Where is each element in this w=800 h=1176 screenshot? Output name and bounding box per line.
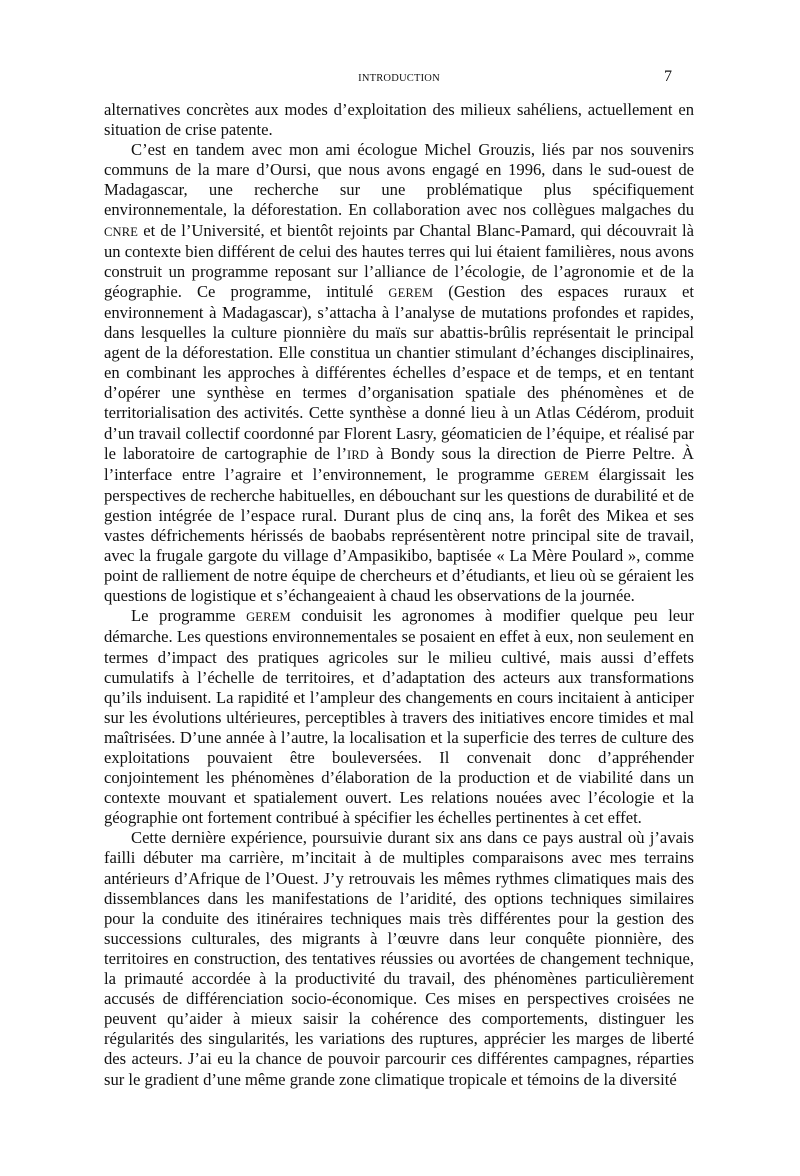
page-header (104, 60, 694, 100)
paragraph-madagascar-program (104, 140, 694, 606)
paragraph-agronomes (104, 606, 694, 828)
text-run: alternatives concrètes aux modes d’exploitation des milieux sahéliens, actuellement en situation de crise patente. (104, 100, 694, 140)
acronym-ird: IRD (347, 447, 370, 462)
acronym-cnre: CNRE (104, 224, 139, 239)
text-run: conduisit les agronomes à modifier quelque peu leur démarche. Les questions environnementales se posaient en effet à eux, non seulement en termes d’impact des pratiques agricoles sur le milieu cultivé, mais aussi d’effets cumulatifs à l’échelle de territoires, et d’adaptation des acteurs aux transformations qu’ils induisent. La rapidité et l’ampleur des changements en cours incitaient à anticiper sur les évolutions ultérieures, perceptibles à travers des initiatives encore timides et mal maîtrisées. D’une année à l’autre, la localisation et la superficie des terres de culture des exploitations pouvaient être bouleversées. Il convenait donc d’appréhender conjointement les phénomènes d’élaboration de la production et de viabilité dans un contexte mouvant et spatialement ouvert. Les relations nouées avec l’écologie et la géographie ont fortement contribué à spécifier les échelles pertinentes à cet effet. (104, 606, 694, 828)
text-run: C’est en tandem avec mon ami écologue Michel Grouzis, liés par nos souvenirs communs de la mare d’Oursi, que nous avons engagé en 1996, dans le sud-ouest de Madagascar, une recherche sur une problématique plus spécifiquement environnementale, la déforestation. En collaboration avec nos collègues malgaches du (104, 140, 694, 220)
paragraph-continued (104, 100, 694, 140)
text-run: à Bondy sous la direction de Pierre Peltre. À l’interface entre l’agraire et l’environnement, le programme (104, 443, 695, 484)
text-run: Cette dernière expérience, poursuivie durant six ans dans ce pays austral où j’avais failli débuter ma carrière, m’incitait à de multiples comparaisons avec mes terrains antérieurs d’Afrique de l’Ouest. J’y retrouvais les mêmes rythmes climatiques mais des dissemblances dans les manifestations de l’aridité, des options techniques similaires pour la conduite des itinéraires techniques mais très différentes pour la gestion des successions culturales, des migrants à l’œuvre dans leur conquête pionnière, des territoires en construction, des tentatives réussies ou avortées de changement technique, la primauté accordée à la productivité du travail, des phénomènes particulièrement accusés de différenciation socio-économique. Ces mises en perspectives croisées ne peuvent qu’aider à mieux saisir la cohérence des comportements, distinguer les régularités des singularités, les variations des ruptures, apprécier les marges de liberté des acteurs. J’ai eu la chance de pouvoir parcourir ces différentes campagnes, réparties sur le gradient d’une même grande zone climatique tropicale et témoins de la diversité (104, 828, 694, 1089)
paragraph-comparaisons (104, 828, 694, 1089)
page-number: 7 (664, 68, 672, 85)
running-head: INTRODUCTION (358, 73, 440, 84)
book-page (104, 60, 694, 1090)
acronym-gerem: GEREM (544, 468, 590, 483)
text-run: Le programme (131, 606, 247, 626)
text-run: élargissait les perspectives de recherche habituelles, en débouchant sur les questions de durabilité et de gestion intégrée de l’espace rural. Durant plus de cinq ans, la forêt des Mikea et ses vastes défrichements hérissés de baobabs représentèrent notre principal site de travail, avec la frugale gargote du village d’Ampasikibo, baptisée « La Mère Poulard », comme point de ralliement de notre équipe de chercheurs et d’étudiants, et lieu où se géraient les questions de logistique et s’échangeaient à chaud les observations de la journée. (104, 464, 694, 606)
text-run: (Gestion des espaces ruraux et environnement à Madagascar), s’attacha à l’analyse de mutations profondes et rapides, dans lesquelles la culture pionnière du maïs sur abattis-brûlis représentait le principal agent de la déforestation. Elle constitua un chantier stimulant d’échanges disciplinaires, en combinant les approches à différentes échelles d’espace et de temps, et en tentant d’opérer une synthèse en termes d’organisation spatiale des phénomènes et de territorialisation des activités. Cette synthèse a donné lieu à un Atlas Cédérom, produit d’un travail collectif coordonné par Florent Lasry, géomaticien de l’équipe, et réalisé par le laboratoire de cartographie de l’ (104, 281, 694, 463)
acronym-gerem: GEREM (388, 285, 434, 300)
body-text (104, 100, 694, 1090)
text-run: et de l’Université, et bientôt rejoints par Chantal Blanc-Pamard, qui découvrait là un contexte bien différent de celui des hautes terres qui lui étaient familières, nous avons construit un programme reposant sur l’alliance de l’écologie, de l’agronomie et de la géographie. Ce programme, intitulé (104, 220, 694, 301)
acronym-gerem: GEREM (246, 610, 291, 625)
